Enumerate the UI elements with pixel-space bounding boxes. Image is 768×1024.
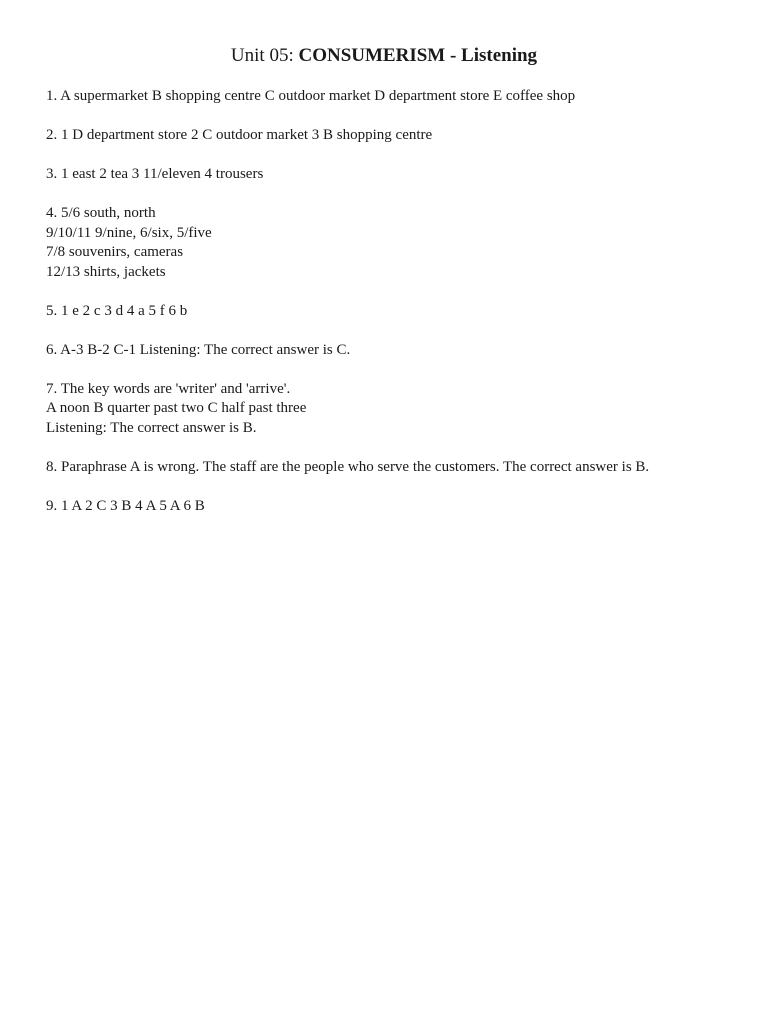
title-topic: CONSUMERISM - Listening xyxy=(298,45,538,66)
answer-item-4 xyxy=(46,204,746,282)
answer-line: 6. A-3 B-2 C-1 Listening: The correct answer is C. xyxy=(46,341,351,358)
answer-line: 1. A supermarket B shopping centre C outdoor market D department store E coffee shop xyxy=(46,88,576,104)
answer-line: 9/10/11 9/nine, 6/six, 5/five xyxy=(46,224,212,241)
answer-line: 9. 1 A 2 C 3 B 4 A 5 A 6 B xyxy=(46,497,205,514)
answer-item-7 xyxy=(46,380,746,439)
answer-line: 7/8 souvenirs, cameras xyxy=(46,244,184,260)
answer-line: 8. Paraphrase A is wrong. The staff are the people who serve the customers. The correct answer is B. xyxy=(46,458,650,475)
answer-line: 7. The key words are 'writer' and 'arrive'. xyxy=(46,380,291,397)
answer-line: 2. 1 D department store 2 C outdoor market 3 B shopping centre xyxy=(46,127,433,143)
answer-item-1 xyxy=(46,87,746,107)
answer-item-2 xyxy=(46,126,746,146)
answer-item-3 xyxy=(46,165,746,185)
answer-line: 12/13 shirts, jackets xyxy=(46,263,166,280)
answer-line: 3. 1 east 2 tea 3 11/eleven 4 trousers xyxy=(46,166,264,182)
title-unit: Unit 05: xyxy=(230,45,299,66)
answer-line: A noon B quarter past two C half past three xyxy=(46,400,307,416)
page-title xyxy=(0,44,768,68)
answer-list xyxy=(46,87,746,536)
answer-item-5 xyxy=(46,302,746,322)
answer-line: 4. 5/6 south, north xyxy=(46,205,156,221)
answer-item-8 xyxy=(46,458,746,478)
answer-line: 5. 1 e 2 c 3 d 4 a 5 f 6 b xyxy=(46,302,188,319)
answer-item-6 xyxy=(46,341,746,361)
answer-item-9 xyxy=(46,497,746,517)
answer-line: Listening: The correct answer is B. xyxy=(46,419,257,436)
